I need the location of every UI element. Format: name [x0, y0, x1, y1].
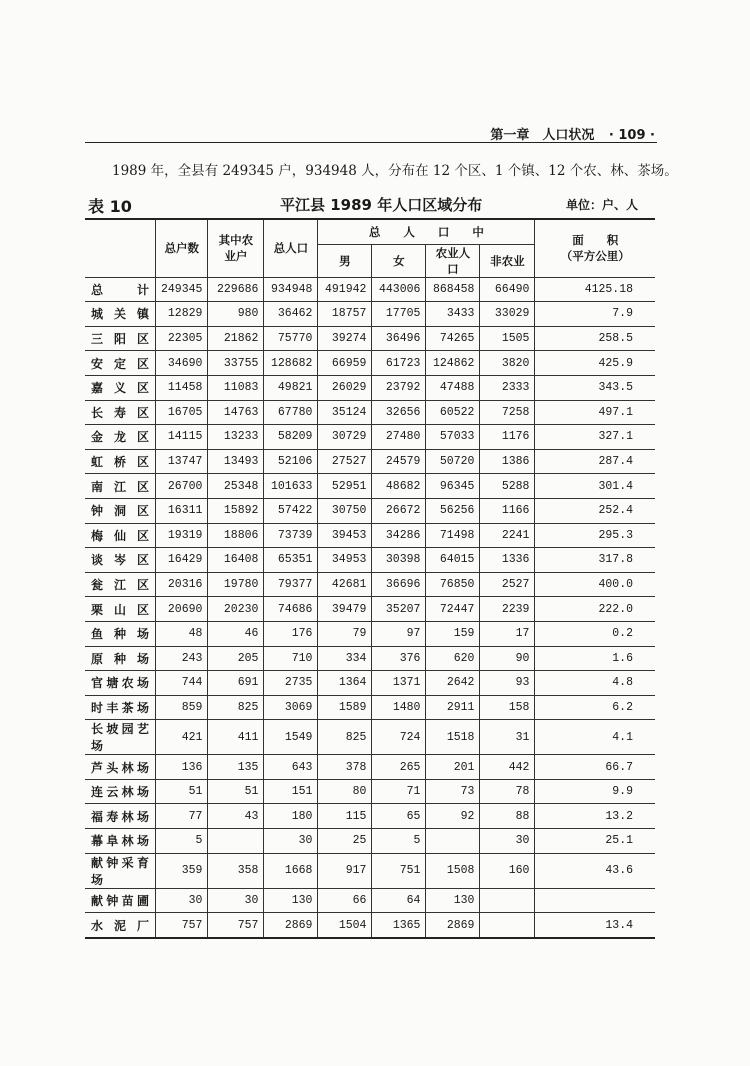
cell-female: 26672: [372, 498, 426, 523]
table-row: [85, 400, 655, 425]
cell-female: 265: [372, 755, 426, 780]
cell-area: 6.2: [535, 695, 655, 720]
cell-agri-pop: 620: [426, 646, 480, 671]
cell-female: 751: [372, 853, 426, 888]
cell-non-agri: 160: [480, 853, 535, 888]
table-number: 表 10: [88, 197, 132, 216]
cell-female: 97: [372, 621, 426, 646]
cell-agri-households: 14763: [208, 400, 264, 425]
cell-non-agri: [480, 888, 535, 913]
cell-female: 24579: [372, 449, 426, 474]
cell-households: 51: [156, 779, 208, 804]
cell-agri-pop: 64015: [426, 548, 480, 573]
cell-agri-pop: 159: [426, 621, 480, 646]
cell-non-agri: 1166: [480, 498, 535, 523]
cell-agri-households: [208, 829, 264, 854]
cell-households: 11458: [156, 375, 208, 400]
cell-row-name: 时丰茶场: [85, 695, 156, 720]
cell-female: 376: [372, 646, 426, 671]
table-row: [85, 913, 655, 938]
cell-area: 0.2: [535, 621, 655, 646]
cell-row-name: 金龙区: [85, 425, 156, 450]
cell-male: 917: [318, 853, 372, 888]
cell-households: 16705: [156, 400, 208, 425]
cell-area: 301.4: [535, 474, 655, 499]
cell-households: 13747: [156, 449, 208, 474]
cell-non-agri: [480, 913, 535, 938]
cell-area: 4.8: [535, 671, 655, 696]
cell-agri-households: 13233: [208, 425, 264, 450]
cell-row-name: 连云林场: [85, 779, 156, 804]
cell-row-name: 水泥厂: [85, 913, 156, 938]
cell-non-agri: 33029: [480, 302, 535, 327]
cell-population: 128682: [264, 351, 318, 376]
table-row: [85, 474, 655, 499]
cell-non-agri: 2239: [480, 597, 535, 622]
cell-households: 136: [156, 755, 208, 780]
cell-male: 378: [318, 755, 372, 780]
cell-male: 66: [318, 888, 372, 913]
cell-agri-households: 229686: [208, 277, 264, 302]
cell-households: 77: [156, 804, 208, 829]
cell-area: 7.9: [535, 302, 655, 327]
cell-agri-households: 20230: [208, 597, 264, 622]
cell-non-agri: 30: [480, 829, 535, 854]
table-unit: 单位：户、人: [566, 198, 639, 212]
cell-households: 48: [156, 621, 208, 646]
cell-female: 32656: [372, 400, 426, 425]
table-row: [85, 804, 655, 829]
cell-households: 16311: [156, 498, 208, 523]
cell-male: 79: [318, 621, 372, 646]
cell-male: 34953: [318, 548, 372, 573]
cell-agri-households: 43: [208, 804, 264, 829]
running-header: [85, 124, 655, 143]
cell-households: 19319: [156, 523, 208, 548]
cell-area: 13.2: [535, 804, 655, 829]
cell-households: 20316: [156, 572, 208, 597]
cell-female: 35207: [372, 597, 426, 622]
table-row: [85, 548, 655, 573]
cell-area: 222.0: [535, 597, 655, 622]
cell-row-name: 幕阜林场: [85, 829, 156, 854]
cell-agri-pop: 2869: [426, 913, 480, 938]
cell-agri-households: 46: [208, 621, 264, 646]
cell-female: 61723: [372, 351, 426, 376]
cell-male: 80: [318, 779, 372, 804]
cell-male: 30750: [318, 498, 372, 523]
cell-agri-households: 16408: [208, 548, 264, 573]
cell-non-agri: 2527: [480, 572, 535, 597]
cell-households: 26700: [156, 474, 208, 499]
cell-female: 23792: [372, 375, 426, 400]
header-population: 总人口: [264, 219, 318, 277]
header-agri-pop: 农业人口: [426, 244, 480, 277]
cell-female: 1480: [372, 695, 426, 720]
cell-agri-pop: 868458: [426, 277, 480, 302]
cell-agri-households: 19780: [208, 572, 264, 597]
cell-female: 443006: [372, 277, 426, 302]
cell-female: 27480: [372, 425, 426, 450]
cell-female: 1365: [372, 913, 426, 938]
cell-row-name: 栗山区: [85, 597, 156, 622]
cell-agri-pop: 56256: [426, 498, 480, 523]
cell-agri-households: 691: [208, 671, 264, 696]
cell-area: 258.5: [535, 326, 655, 351]
header-blank: [85, 219, 156, 277]
cell-households: 22305: [156, 326, 208, 351]
cell-area: 425.9: [535, 351, 655, 376]
cell-agri-households: 13493: [208, 449, 264, 474]
cell-households: 16429: [156, 548, 208, 573]
cell-female: 5: [372, 829, 426, 854]
cell-agri-pop: 57033: [426, 425, 480, 450]
cell-row-name: 虹桥区: [85, 449, 156, 474]
cell-population: 151: [264, 779, 318, 804]
cell-non-agri: 93: [480, 671, 535, 696]
cell-households: 859: [156, 695, 208, 720]
cell-households: 14115: [156, 425, 208, 450]
cell-row-name: 鱼种场: [85, 621, 156, 646]
cell-population: 52106: [264, 449, 318, 474]
cell-row-name: 原种场: [85, 646, 156, 671]
cell-area: 317.8: [535, 548, 655, 573]
cell-agri-pop: 2911: [426, 695, 480, 720]
cell-male: 1504: [318, 913, 372, 938]
cell-agri-households: 980: [208, 302, 264, 327]
table-row: [85, 621, 655, 646]
cell-population: 73739: [264, 523, 318, 548]
header-area: [535, 219, 655, 277]
cell-population: 49821: [264, 375, 318, 400]
cell-population: 1668: [264, 853, 318, 888]
intro-paragraph: 1989 年，全县有 249345 户，934948 人，分布在 12 个区、1 个镇、12 个农、林、茶场。: [112, 163, 678, 179]
table-row: [85, 853, 655, 888]
cell-agri-households: 51: [208, 779, 264, 804]
cell-population: 74686: [264, 597, 318, 622]
cell-agri-pop: 130: [426, 888, 480, 913]
table-row: [85, 597, 655, 622]
cell-male: 1589: [318, 695, 372, 720]
cell-area: 497.1: [535, 400, 655, 425]
cell-row-name: 献钟采育场: [85, 853, 156, 888]
table-row: [85, 302, 655, 327]
cell-population: 30: [264, 829, 318, 854]
cell-non-agri: 5288: [480, 474, 535, 499]
cell-row-name: 安定区: [85, 351, 156, 376]
table-row: [85, 277, 655, 302]
table-row: [85, 572, 655, 597]
population-table: [85, 218, 655, 939]
cell-population: 2735: [264, 671, 318, 696]
cell-non-agri: 2333: [480, 375, 535, 400]
cell-non-agri: 3820: [480, 351, 535, 376]
cell-agri-households: 205: [208, 646, 264, 671]
cell-row-name: 福寿林场: [85, 804, 156, 829]
cell-area: 295.3: [535, 523, 655, 548]
cell-non-agri: 2241: [480, 523, 535, 548]
cell-male: 27527: [318, 449, 372, 474]
cell-agri-households: 757: [208, 913, 264, 938]
cell-female: 724: [372, 720, 426, 755]
cell-agri-pop: 71498: [426, 523, 480, 548]
table-row: [85, 425, 655, 450]
cell-row-name: 芦头林场: [85, 755, 156, 780]
cell-row-name: 南江区: [85, 474, 156, 499]
cell-households: 744: [156, 671, 208, 696]
cell-row-name: 钟洞区: [85, 498, 156, 523]
table-row: [85, 695, 655, 720]
chapter-title: 第一章 人口状况: [490, 128, 595, 143]
cell-row-name: 三阳区: [85, 326, 156, 351]
cell-agri-households: 825: [208, 695, 264, 720]
cell-households: 34690: [156, 351, 208, 376]
cell-female: 65: [372, 804, 426, 829]
cell-agri-pop: 72447: [426, 597, 480, 622]
cell-row-name: 瓮江区: [85, 572, 156, 597]
cell-non-agri: 66490: [480, 277, 535, 302]
cell-area: 9.9: [535, 779, 655, 804]
cell-row-name: 谈岑区: [85, 548, 156, 573]
header-agri-households: 其中农业户: [208, 219, 264, 277]
cell-agri-pop: 73: [426, 779, 480, 804]
cell-households: 421: [156, 720, 208, 755]
cell-male: 825: [318, 720, 372, 755]
cell-area: 287.4: [535, 449, 655, 474]
cell-non-agri: 1386: [480, 449, 535, 474]
cell-row-name: 总计: [85, 277, 156, 302]
table-row: [85, 720, 655, 755]
cell-non-agri: 7258: [480, 400, 535, 425]
cell-population: 101633: [264, 474, 318, 499]
cell-population: 65351: [264, 548, 318, 573]
cell-agri-pop: 92: [426, 804, 480, 829]
table-row: [85, 351, 655, 376]
cell-male: 35124: [318, 400, 372, 425]
cell-population: 67780: [264, 400, 318, 425]
header-area-line1: 面 积: [572, 233, 619, 248]
cell-non-agri: 158: [480, 695, 535, 720]
cell-agri-pop: 201: [426, 755, 480, 780]
cell-households: 12829: [156, 302, 208, 327]
cell-agri-pop: 124862: [426, 351, 480, 376]
table-row: [85, 375, 655, 400]
cell-households: 20690: [156, 597, 208, 622]
cell-households: 359: [156, 853, 208, 888]
cell-agri-pop: 2642: [426, 671, 480, 696]
cell-households: 249345: [156, 277, 208, 302]
cell-non-agri: 90: [480, 646, 535, 671]
cell-population: 36462: [264, 302, 318, 327]
header-group: 总 人 口 中: [318, 219, 535, 244]
cell-population: 710: [264, 646, 318, 671]
cell-male: 491942: [318, 277, 372, 302]
cell-non-agri: 31: [480, 720, 535, 755]
cell-population: 2869: [264, 913, 318, 938]
cell-households: 243: [156, 646, 208, 671]
cell-agri-pop: 47488: [426, 375, 480, 400]
cell-non-agri: 1336: [480, 548, 535, 573]
cell-row-name: 嘉义区: [85, 375, 156, 400]
header-area-line2: （平方公里）: [560, 249, 630, 264]
header-non-agri: 非农业: [480, 244, 535, 277]
cell-male: 30729: [318, 425, 372, 450]
cell-female: 1371: [372, 671, 426, 696]
cell-agri-households: 25348: [208, 474, 264, 499]
cell-area: 4.1: [535, 720, 655, 755]
cell-male: 334: [318, 646, 372, 671]
cell-area: 1.6: [535, 646, 655, 671]
cell-households: 5: [156, 829, 208, 854]
cell-area: 13.4: [535, 913, 655, 938]
cell-non-agri: 1505: [480, 326, 535, 351]
cell-female: 64: [372, 888, 426, 913]
cell-agri-households: 135: [208, 755, 264, 780]
cell-male: 115: [318, 804, 372, 829]
table-row: [85, 646, 655, 671]
cell-female: 17705: [372, 302, 426, 327]
cell-non-agri: 1176: [480, 425, 535, 450]
cell-agri-pop: 50720: [426, 449, 480, 474]
table-row: [85, 449, 655, 474]
cell-agri-pop: 76850: [426, 572, 480, 597]
cell-male: 26029: [318, 375, 372, 400]
cell-population: 57422: [264, 498, 318, 523]
table-row: [85, 888, 655, 913]
cell-row-name: 长坡园艺场: [85, 720, 156, 755]
cell-agri-pop: 3433: [426, 302, 480, 327]
cell-agri-pop: 96345: [426, 474, 480, 499]
cell-area: 25.1: [535, 829, 655, 854]
cell-area: 43.6: [535, 853, 655, 888]
page-number: · 109 ·: [608, 128, 655, 143]
cell-area: 66.7: [535, 755, 655, 780]
cell-agri-households: 18806: [208, 523, 264, 548]
header-female: 女: [372, 244, 426, 277]
table-row: [85, 671, 655, 696]
cell-female: 30398: [372, 548, 426, 573]
cell-male: 1364: [318, 671, 372, 696]
cell-agri-households: 15892: [208, 498, 264, 523]
cell-male: 42681: [318, 572, 372, 597]
cell-female: 71: [372, 779, 426, 804]
cell-population: 79377: [264, 572, 318, 597]
table-row: [85, 829, 655, 854]
cell-population: 1549: [264, 720, 318, 755]
cell-area: 327.1: [535, 425, 655, 450]
header-male: 男: [318, 244, 372, 277]
table-row: [85, 779, 655, 804]
cell-non-agri: 78: [480, 779, 535, 804]
cell-population: 3069: [264, 695, 318, 720]
cell-non-agri: 17: [480, 621, 535, 646]
cell-row-name: 官塘农场: [85, 671, 156, 696]
cell-agri-households: 30: [208, 888, 264, 913]
cell-female: 36696: [372, 572, 426, 597]
cell-female: 34286: [372, 523, 426, 548]
cell-row-name: 长寿区: [85, 400, 156, 425]
cell-population: 934948: [264, 277, 318, 302]
table-row: [85, 326, 655, 351]
cell-agri-pop: 1518: [426, 720, 480, 755]
cell-male: 18757: [318, 302, 372, 327]
cell-agri-households: 33755: [208, 351, 264, 376]
cell-area: 4125.18: [535, 277, 655, 302]
cell-area: 343.5: [535, 375, 655, 400]
cell-male: 39479: [318, 597, 372, 622]
cell-agri-households: 358: [208, 853, 264, 888]
cell-non-agri: 88: [480, 804, 535, 829]
header-rule: [85, 142, 657, 143]
table-row: [85, 523, 655, 548]
cell-male: 52951: [318, 474, 372, 499]
cell-non-agri: 442: [480, 755, 535, 780]
table-row: [85, 755, 655, 780]
header-households: 总户数: [156, 219, 208, 277]
cell-population: 75770: [264, 326, 318, 351]
cell-population: 180: [264, 804, 318, 829]
cell-population: 130: [264, 888, 318, 913]
cell-female: 36496: [372, 326, 426, 351]
cell-area: 252.4: [535, 498, 655, 523]
table-row: [85, 498, 655, 523]
cell-row-name: 梅仙区: [85, 523, 156, 548]
cell-population: 643: [264, 755, 318, 780]
cell-agri-pop: 1508: [426, 853, 480, 888]
cell-row-name: 城关镇: [85, 302, 156, 327]
table-title: 平江县 1989 年人口区域分布: [280, 196, 483, 214]
cell-male: 25: [318, 829, 372, 854]
cell-population: 176: [264, 621, 318, 646]
cell-population: 58209: [264, 425, 318, 450]
cell-agri-households: 411: [208, 720, 264, 755]
cell-male: 66959: [318, 351, 372, 376]
cell-agri-households: 21862: [208, 326, 264, 351]
cell-female: 48682: [372, 474, 426, 499]
cell-male: 39453: [318, 523, 372, 548]
cell-households: 30: [156, 888, 208, 913]
cell-male: 39274: [318, 326, 372, 351]
cell-area: [535, 888, 655, 913]
cell-row-name: 献钟苗圃: [85, 888, 156, 913]
cell-area: 400.0: [535, 572, 655, 597]
cell-households: 757: [156, 913, 208, 938]
cell-agri-pop: 60522: [426, 400, 480, 425]
cell-agri-households: 11083: [208, 375, 264, 400]
cell-agri-pop: [426, 829, 480, 854]
cell-agri-pop: 74265: [426, 326, 480, 351]
